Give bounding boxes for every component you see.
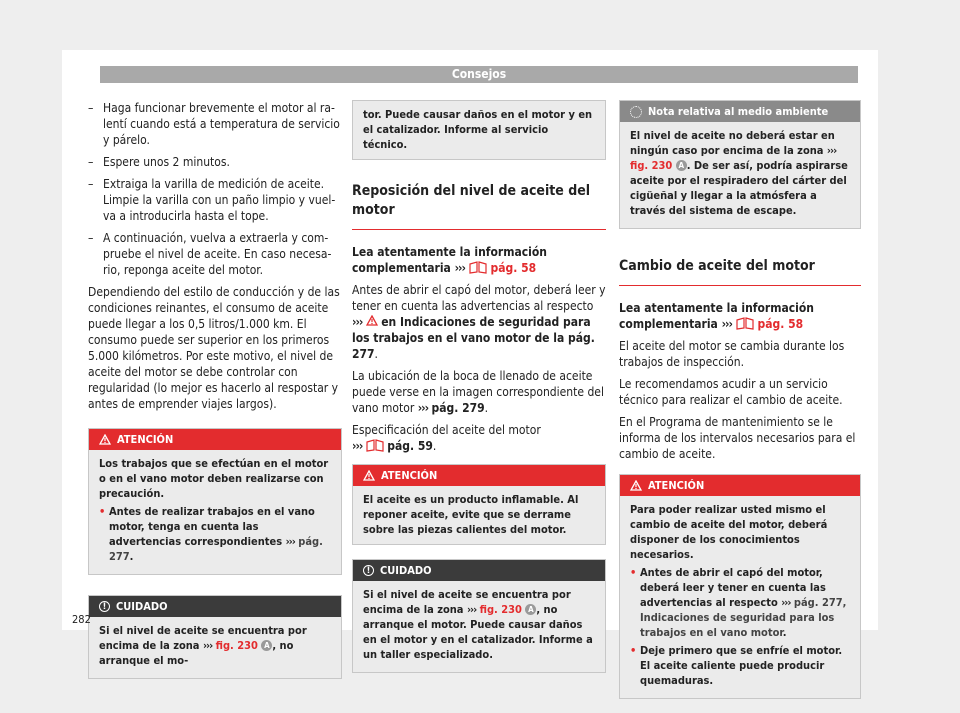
warning-title: ATENCIÓN bbox=[117, 433, 174, 446]
warning-box bbox=[619, 474, 861, 699]
caution-continued bbox=[352, 100, 606, 160]
safety-link[interactable]: en Indicaciones de seguridad para los trabajos en el vano motor de la pág. 277 bbox=[352, 315, 595, 361]
warning-triangle-icon bbox=[99, 434, 111, 445]
column-3 bbox=[619, 100, 861, 713]
environment-note-box bbox=[619, 100, 861, 229]
book-icon bbox=[469, 261, 487, 274]
section-header: Consejos bbox=[100, 66, 858, 83]
ref-arrows: ››› bbox=[285, 535, 295, 548]
warning-triangle-icon bbox=[363, 470, 375, 481]
zone-marker: A bbox=[676, 160, 687, 171]
warning-box bbox=[88, 428, 342, 575]
caution-body bbox=[353, 581, 605, 672]
environment-body bbox=[620, 122, 860, 228]
warning-bullet: • Deje primero que se enfríe el motor. El aceite caliente puede producir quemaduras. bbox=[630, 643, 850, 688]
warning-title: ATENCIÓN bbox=[381, 469, 438, 482]
caution-box bbox=[88, 595, 342, 679]
caution-box bbox=[352, 559, 606, 673]
info-circle-icon: ! bbox=[363, 565, 374, 576]
caution-header bbox=[353, 560, 605, 581]
consumption-paragraph: Dependiendo del estilo de conducción y de las condiciones reinantes, el consumo de aceite puede llegar a los 0,5 litros/1.000 km. El consumo puede ser superior en los primeros 5.000 kilómetros. Por este motivo, el nivel de aceite del motor se debe controlar con regularidad (lo mejor es hacerlo al respostar y antes de emprender viajes largos). bbox=[88, 285, 340, 411]
figure-link[interactable]: fig. 230 bbox=[215, 639, 258, 652]
warning-body bbox=[620, 496, 860, 698]
intro-line: Lea atentamente la información complementaria ››› pág. 58 bbox=[619, 301, 814, 331]
page-link[interactable]: pág. 277 bbox=[109, 535, 323, 563]
warning-box bbox=[352, 464, 606, 545]
list-item: – Extraiga la varilla de medición de aceite. Limpie la varilla con un paño limpio y vuelva a introducirla hasta el tope. bbox=[88, 176, 342, 224]
section-heading: Reposición del nivel de aceite del motor bbox=[352, 182, 606, 230]
list-item: – A continuación, vuelva a extraerla y compruebe el nivel de aceite. En caso necesario, reponga aceite del motor. bbox=[88, 230, 342, 278]
environment-header bbox=[620, 101, 860, 122]
zone-marker: A bbox=[525, 604, 536, 615]
warning-header bbox=[620, 475, 860, 496]
change-paragraph: El aceite del motor se cambia durante los trabajos de inspección. bbox=[619, 339, 845, 369]
warning-text: Para poder realizar usted mismo el cambio de aceite del motor, deberá disponer de los conocimientos necesarios. bbox=[630, 503, 828, 561]
warning-bullet: • Antes de realizar trabajos en el vano motor, tenga en cuenta las advertencias correspondientes ››› pág. 277. bbox=[99, 504, 331, 564]
page-number: 282 bbox=[72, 613, 91, 626]
column-1 bbox=[88, 100, 342, 693]
list-item: – Haga funcionar brevemente el motor al ralentí cuando está a temperatura de servicio y párelo. bbox=[88, 100, 342, 148]
recommend-paragraph: Le recomendamos acudir a un servicio técnico para realizar el cambio de aceite. bbox=[619, 377, 843, 407]
environment-icon bbox=[630, 106, 642, 118]
page-link[interactable]: pág. 59 bbox=[387, 439, 433, 453]
zone-marker: A bbox=[261, 640, 272, 651]
environment-text: El nivel de aceite no deberá estar en ningún caso por encima de la zona ››› fig. 230 A . De ser así, podría aspirarse aceite por el respiradero del cárter del cigüeñal y llegar a la atmósfera a través del sistema de escape. bbox=[630, 129, 848, 217]
intro-line: Lea atentamente la información complementaria ››› pág. 58 bbox=[352, 245, 547, 275]
safety-link[interactable]: pág. 277, Indicaciones de seguridad para los trabajos en el vano motor bbox=[640, 596, 847, 639]
warning-body: El aceite es un producto inflamable. Al reponer aceite, evite que se derrame sobre las piezas calientes del motor. bbox=[353, 486, 605, 544]
caution-text: Si el nivel de aceite se encuentra por encima de la zona ››› fig. 230 A , no arranque el motor. Puede causar daños en el motor y en el catalizador. Informe a un taller especializado. bbox=[363, 588, 593, 661]
page-link[interactable]: pág. 58 bbox=[490, 261, 537, 275]
warning-bullet: • Antes de abrir el capó del motor, deberá leer y tener en cuenta las advertencias al respecto ››› pág. 277, Indicaciones de seguridad para los trabajos en el vano motor. bbox=[630, 565, 850, 640]
info-circle-icon: ! bbox=[99, 601, 110, 612]
environment-title: Nota relativa al medio ambiente bbox=[648, 105, 829, 118]
caution-text: Si el nivel de aceite se encuentra por encima de la zona ››› fig. 230 A , no arranque el mo- bbox=[99, 624, 307, 667]
caution-body bbox=[89, 617, 341, 678]
page-link[interactable]: pág. 279 bbox=[431, 401, 485, 415]
caution-body: tor. Puede causar daños en el motor y en el catalizador. Informe al servicio técnico. bbox=[353, 101, 605, 159]
caution-title: CUIDADO bbox=[116, 600, 168, 613]
warning-header bbox=[353, 465, 605, 486]
book-icon bbox=[366, 439, 384, 452]
book-icon bbox=[736, 317, 754, 330]
warning-title: ATENCIÓN bbox=[648, 479, 705, 492]
filler-location-paragraph: La ubicación de la boca de llenado de aceite puede verse en la imagen correspondiente del vano motor ››› pág. 279. bbox=[352, 369, 604, 415]
page-link[interactable]: pág. 58 bbox=[757, 317, 804, 331]
section-heading: Cambio de aceite del motor bbox=[619, 257, 861, 286]
step-list bbox=[88, 100, 342, 278]
warning-triangle-icon bbox=[630, 480, 642, 491]
caution-header bbox=[89, 596, 341, 617]
column-2 bbox=[352, 100, 606, 687]
oil-spec-paragraph: Especificación del aceite del motor ››› pág. 59. bbox=[352, 423, 541, 453]
caution-title: CUIDADO bbox=[380, 564, 432, 577]
list-item: – Espere unos 2 minutos. bbox=[88, 154, 342, 170]
figure-link[interactable]: fig. 230 bbox=[479, 603, 522, 616]
warning-text: Los trabajos que se efectúan en el motor o en el vano motor deben realizarse con precaución. bbox=[99, 457, 329, 500]
figure-link[interactable]: fig. 230 bbox=[630, 159, 673, 172]
warning-header bbox=[89, 429, 341, 450]
maintenance-paragraph: En el Programa de mantenimiento se le informa de los intervalos necesarios para el cambio de aceite. bbox=[619, 415, 856, 461]
warning-triangle-icon bbox=[366, 315, 378, 326]
manual-page bbox=[62, 50, 878, 687]
warning-body bbox=[89, 450, 341, 574]
hood-paragraph: Antes de abrir el capó del motor, deberá leer y tener en cuenta las advertencias al respecto ››› en Indicaciones de seguridad para los trabajos en el vano motor de la pág. 277. bbox=[352, 283, 606, 361]
